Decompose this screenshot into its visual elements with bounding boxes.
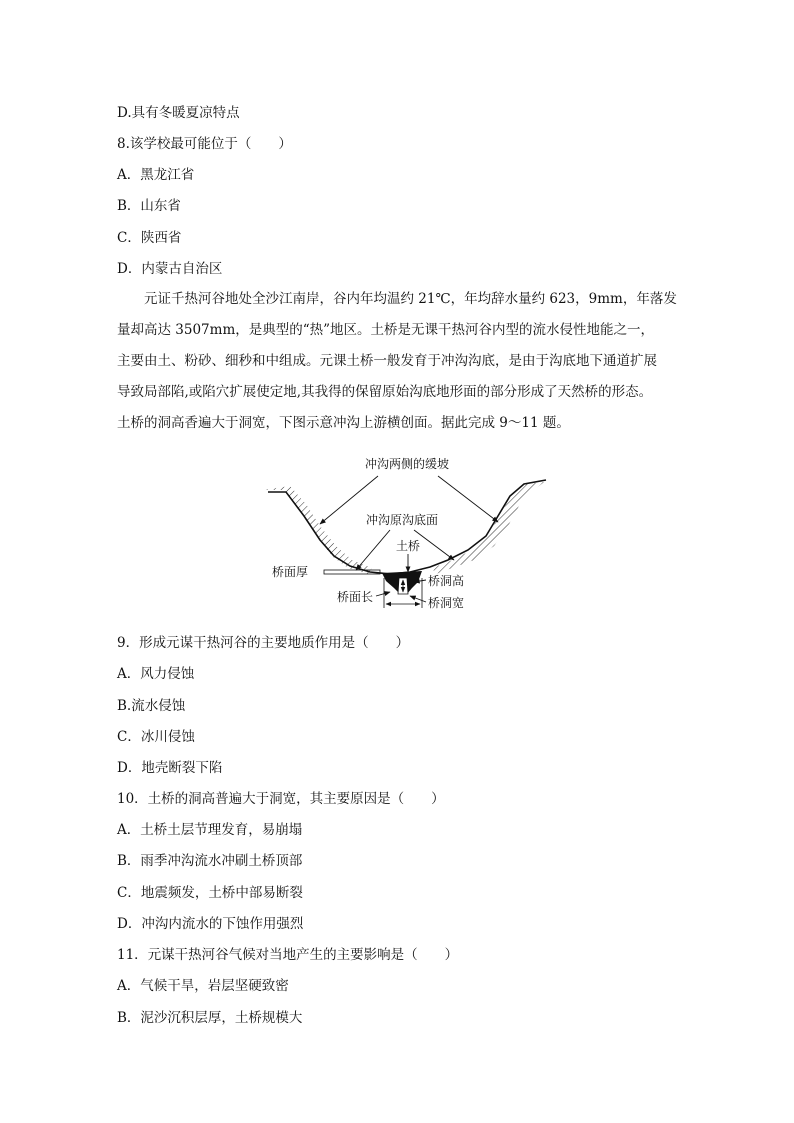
label-deck-thickness: 桥面厚 [272, 565, 309, 579]
slopes-pointer-right [438, 476, 498, 522]
q9-option-a: A．风力侵蚀 [117, 666, 195, 682]
gully-cross-section-diagram [262, 452, 552, 620]
q10-option-c: C．地震频发，土桥中部易断裂 [117, 885, 303, 901]
label-slopes: 冲沟两侧的缓坡 [365, 457, 450, 471]
passage-line-4: 导致局部陷,或陷穴扩展使定地,其我得的保留原始沟底地形面的部分形成了天然桥的形态。 [117, 384, 653, 400]
reading-passage [117, 284, 677, 439]
q8-option-c: C．陕西省 [117, 230, 182, 246]
label-earth-bridge: 土桥 [396, 539, 421, 553]
left-bank-hatch [262, 486, 372, 574]
q11-option-b: B．泥沙沉积层厚，土桥规模大 [117, 1010, 303, 1026]
q11-stem: 11．元谋干热河谷气候对当地产生的主要影响是（ ） [117, 947, 459, 963]
label-deck-length: 桥面长 [337, 590, 374, 604]
q9-option-b: B.流水侵蚀 [117, 698, 186, 714]
q10-stem: 10．土桥的洞高普遍大于洞宽，其主要原因是（ ） [117, 791, 445, 807]
passage-line-5: 土桥的洞高香遍大于洞宽，下图示意冲沟上游横创面。据此完成 9～11 题。 [117, 415, 570, 431]
q10-option-d: D．冲沟内流水的下蚀作用强烈 [117, 916, 304, 932]
label-hole-width: 桥洞宽 [428, 596, 465, 610]
passage-line-3: 主要由土、粉砂、细秒和中组成。元课土桥一般发育于冲沟沟底，是由于沟底地下通道扩展 [117, 353, 657, 369]
q8-stem: 8.该学校最可能位于（ ） [117, 136, 292, 152]
passage-line-2: 量却高达 3507mm，是典型的“热”地区。土桥是无课干热河谷内型的流水侵性地能之一， [117, 322, 655, 338]
q10-option-a: A．土桥土层节理发育，易崩塌 [117, 822, 303, 838]
q10-option-b: B．雨季冲沟流水冲刷土桥顶部 [117, 853, 303, 869]
q9-option-d: D．地壳断裂下陷 [117, 760, 223, 776]
q8-option-d: D．内蒙古自治区 [117, 261, 223, 277]
label-original-floor: 冲沟原沟底面 [366, 513, 439, 527]
deck-length-pointer [376, 592, 390, 596]
hole-width-pointer [410, 596, 426, 602]
q8-option-b: B．山东省 [117, 198, 181, 214]
label-hole-height: 桥洞高 [428, 574, 465, 588]
q7-option-d: D.具有冬暖夏凉特点 [117, 105, 240, 121]
passage-line-1: 元证千热河谷地处全沙江南岸，谷内年均温约 21℃，年均辞水量约 623，9mm，年落发 [144, 291, 677, 307]
q9-stem: 9．形成元谋干热河谷的主要地质作用是（ ） [117, 635, 410, 651]
q9-option-c: C．冰川侵蚀 [117, 729, 195, 745]
floor-pointer-left [356, 530, 390, 570]
q8-option-a: A．黑龙江省 [117, 167, 195, 183]
q11-option-a: A．气候干旱，岩层坚硬致密 [117, 978, 289, 994]
